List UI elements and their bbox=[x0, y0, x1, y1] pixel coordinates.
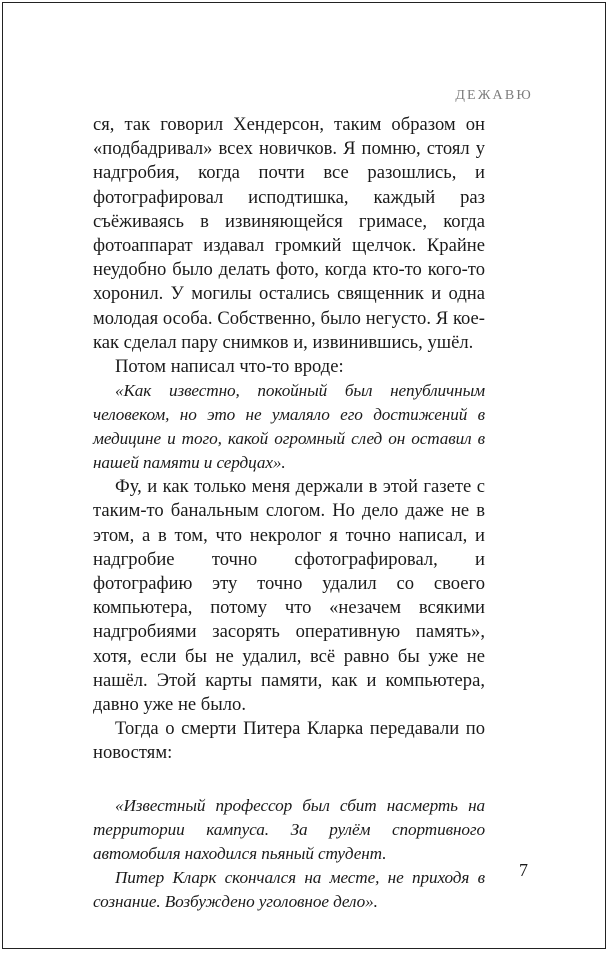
book-page bbox=[2, 2, 606, 949]
quote-obituary: «Как известно, покойный был непубличным человеком, но это не умаляло его достижений в медицине и того, какой огромный след он оставил в нашей памяти и сердцах». bbox=[93, 381, 485, 473]
paragraph: ся, так говорил Хендерсон, таким образом он «подбадривал» всех новичков. Я помню, стоял у надгробия, когда почти все разошлись, и фотографировал исподтишка, каждый раз съёживаясь в извиняющейся гримасе, когда фотоаппарат издавал громкий щелчок. Крайне неудобно было делать фото, когда кто-то кого-то хоронил. У могилы остались священник и одна молодая особа. Собственно, было негусто. Я кое-как сделал пару снимков и, извинившись, ушёл. bbox=[93, 114, 485, 353]
running-title: ДЕЖАВЮ bbox=[455, 88, 533, 103]
page-body bbox=[93, 113, 485, 914]
paragraph: Тогда о смерти Питера Кларка передавали по новостям: bbox=[93, 718, 485, 764]
quote-news: «Известный профессор был сбит насмерть на территории кампуса. За рулём спортивного автомобиля находился пьяный студент. bbox=[93, 795, 485, 863]
spacer bbox=[93, 766, 485, 794]
quote-news-continued: Питер Кларк скончался на месте, не приходя в сознание. Возбуждено уголовное дело». bbox=[93, 867, 485, 911]
page-number: 7 bbox=[519, 860, 528, 880]
paragraph: Потом написал что-то вроде: bbox=[115, 356, 344, 378]
paragraph: Фу, и как только меня держали в этой газете с таким-то банальным слогом. Но дело даже не в этом, а в том, что некролог я точно написал, и надгробие точно сфотографировал, и фотографию эту точно удалил со своего компьютера, потому что «незачем всякими надгробиями засорять оперативную память», хотя, если бы не удалил, всё равно бы уже не нашёл. Этой карты памяти, как и компьютера, давно уже не было. bbox=[93, 476, 485, 716]
